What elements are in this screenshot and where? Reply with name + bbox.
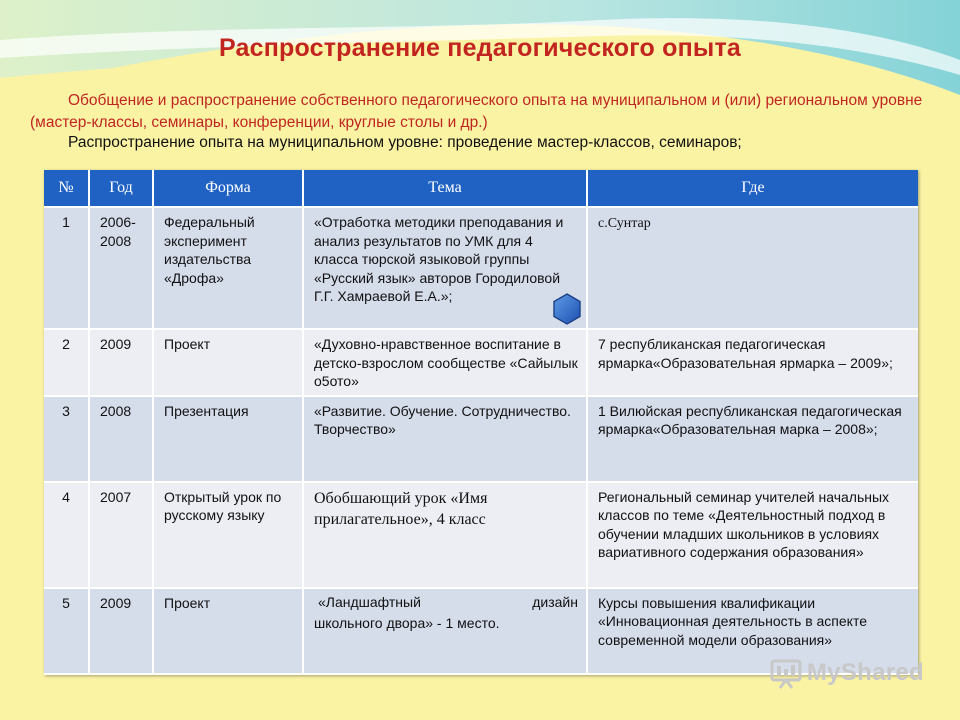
myshared-watermark	[769, 656, 924, 690]
cell-theme: «Развитие. Обучение. Сотрудничество. Творчество»	[304, 397, 588, 483]
presentation-icon	[769, 656, 803, 690]
header-place: Где	[588, 170, 918, 208]
cell-place: Региональный семинар учителей начальных классов по теме «Деятельностный подход в обучении младших школьников в условиях вариативного содержания образования»	[588, 483, 918, 589]
table-header-row	[44, 170, 918, 208]
theme-text: Обобшающий урок «Имя прилагательное», 4 класс	[314, 489, 488, 528]
cell-num: 2	[44, 330, 90, 397]
hexagon-shape-icon	[552, 293, 582, 325]
cell-num: 5	[44, 589, 90, 675]
cell-place: 1 Вилюйская республиканская педагогическая ярмарка«Образовательная марка – 2008»;	[588, 397, 918, 483]
slide-title: Распространение педагогического опыта	[218, 34, 742, 62]
cell-theme: «Духовно-нравственное воспитание в детско-взрослом сообществе «Сайылык о5ото»	[304, 330, 588, 397]
header-year: Год	[90, 170, 154, 208]
header-form: Форма	[154, 170, 304, 208]
cell-place: 7 республиканская педагогическая ярмарка«Образовательная ярмарка – 2009»;	[588, 330, 918, 397]
cell-theme	[304, 589, 588, 675]
theme-line-1: «Ландшафтный дизайн	[318, 593, 578, 610]
intro-paragraph: Обобщение и распространение собственного педагогического опыта на муниципальном и (или) региональном уровне (мастер-классы, семинары, конференции, круглые столы и др.)	[30, 92, 923, 131]
theme-line-2: школьного двора» - 1 место.	[314, 615, 500, 631]
cell-place: Курсы повышения квалификации «Инновационная деятельность в аспекте современной модели образования»	[588, 589, 918, 675]
table-row	[44, 330, 918, 397]
cell-theme: «Отработка методики преподавания и анализ результатов по УМК для 4 класса тюрской языковой группы «Русский язык» авторов Городиловой Г.Г. Хамраевой Е.А.»;	[304, 208, 588, 330]
cell-theme	[304, 483, 588, 589]
cell-num: 4	[44, 483, 90, 589]
cell-year: 2009	[90, 330, 154, 397]
cell-form: Открытый урок по русскому языку	[154, 483, 304, 589]
cell-form: Презентация	[154, 397, 304, 483]
watermark-text: MyShared	[806, 659, 924, 686]
cell-num: 3	[44, 397, 90, 483]
cell-year: 2009	[90, 589, 154, 675]
cell-num: 1	[44, 208, 90, 330]
cell-form: Проект	[154, 330, 304, 397]
header-num: №	[44, 170, 90, 208]
table-row	[44, 208, 918, 330]
cell-year: 2006-2008	[90, 208, 154, 330]
header-theme: Тема	[304, 170, 588, 208]
subline-text: Распространение опыта на муниципальном уровне: проведение мастер-классов, семинаров;	[68, 134, 742, 151]
experience-table	[44, 170, 918, 675]
place-text: с.Сунтар	[598, 216, 651, 231]
cell-place	[588, 208, 918, 330]
table-row	[44, 397, 918, 483]
cell-year: 2007	[90, 483, 154, 589]
cell-year: 2008	[90, 397, 154, 483]
table-row	[44, 483, 918, 589]
cell-form: Федеральный эксперимент издательства «Дрофа»	[154, 208, 304, 330]
cell-form: Проект	[154, 589, 304, 675]
